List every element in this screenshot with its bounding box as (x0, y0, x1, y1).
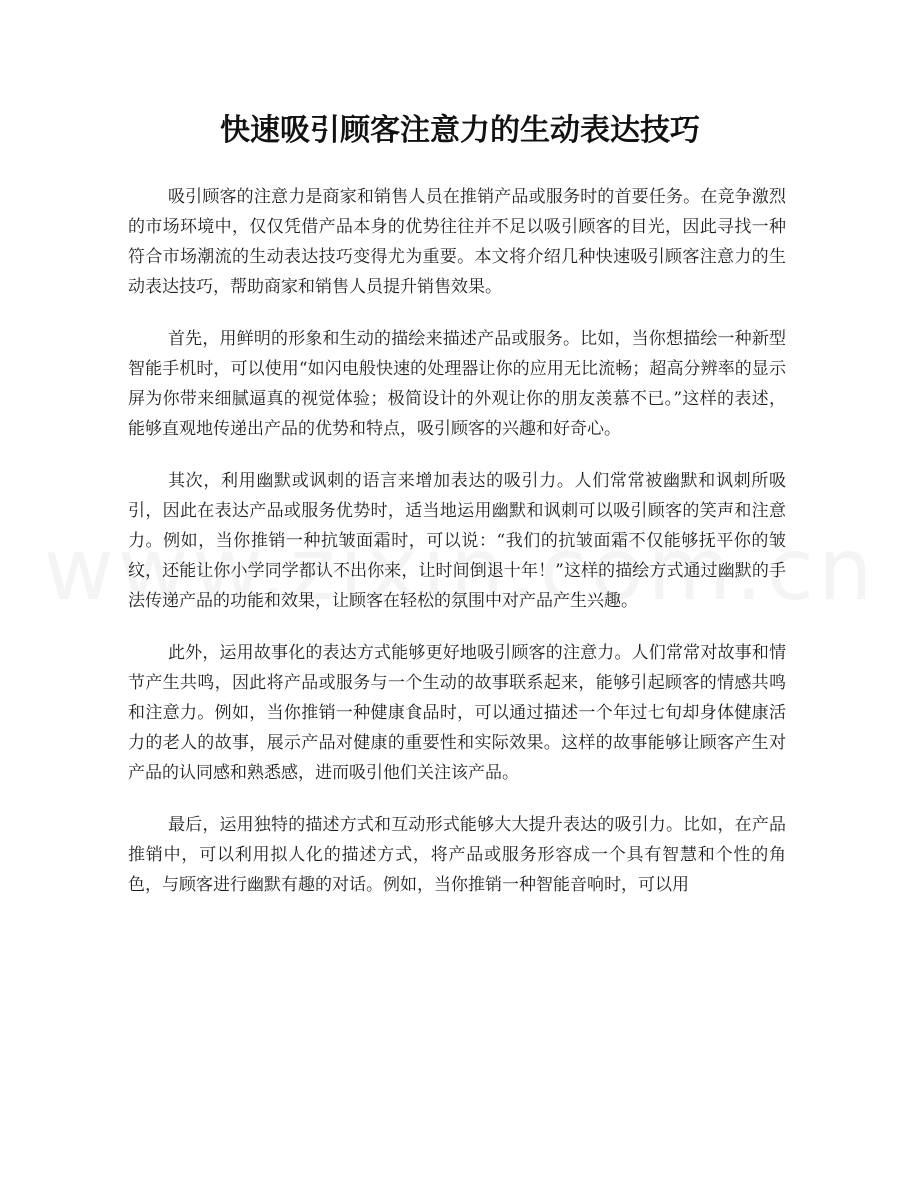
paragraph-2: 首先，用鲜明的形象和生动的描绘来描述产品或服务。比如，当你想描绘一种新型智能手机时，可以使用“如闪电般快速的处理器让你的应用无比流畅；超高分辨率的显示屏为你带来细腻逼真的视觉体验；极简设计的外观让你的朋友羡慕不已。”这样的表述，能够直观地传递出产品的优势和特点，吸引顾客的兴趣和好奇心。 (128, 329, 786, 439)
document-body (128, 182, 786, 922)
paragraph-4: 此外，运用故事化的表达方式能够更好地吸引顾客的注意力。人们常常对故事和情节产生共鸣，因此将产品或服务与一个生动的故事联系起来，能够引起顾客的情感共鸣和注意力。例如，当你推销一种健康食品时，可以通过描述一个年过七旬却身体健康活力的老人的故事，展示产品对健康的重要性和实际效果。这样的故事能够让顾客产生对产品的认同感和熟悉感，进而吸引他们关注该产品。 (128, 643, 786, 783)
paragraph-5: 最后，运用独特的描述方式和互动形式能够大大提升表达的吸引力。比如，在产品推销中，可以利用拟人化的描述方式，将产品或服务形容成一个具有智慧和个性的角色，与顾客进行幽默有趣的对话。例如，当你推销一种智能音响时，可以用 (128, 815, 786, 895)
page-title: 快速吸引顾客注意力的生动表达技巧 (220, 113, 700, 148)
paragraph-1: 吸引顾客的注意力是商家和销售人员在推销产品或服务时的首要任务。在竞争激烈的市场环境中，仅仅凭借产品本身的优势往往并不足以吸引顾客的目光，因此寻找一种符合市场潮流的生动表达技巧变得尤为重要。本文将介绍几种快速吸引顾客注意力的生动表达技巧，帮助商家和销售人员提升销售效果。 (128, 187, 786, 297)
paragraph-3: 其次，利用幽默或讽刺的语言来增加表达的吸引力。人们常常被幽默和讽刺所吸引，因此在表达产品或服务优势时，适当地运用幽默和讽刺可以吸引顾客的笑声和注意力。例如，当你推销一种抗皱面霜时，可以说：“我们的抗皱面霜不仅能够抚平你的皱纹，还能让你小学同学都认不出你来，让时间倒退十年！”这样的描绘方式通过幽默的手法传递产品的功能和效果，让顾客在轻松的氛围中对产品产生兴趣。 (128, 471, 786, 611)
